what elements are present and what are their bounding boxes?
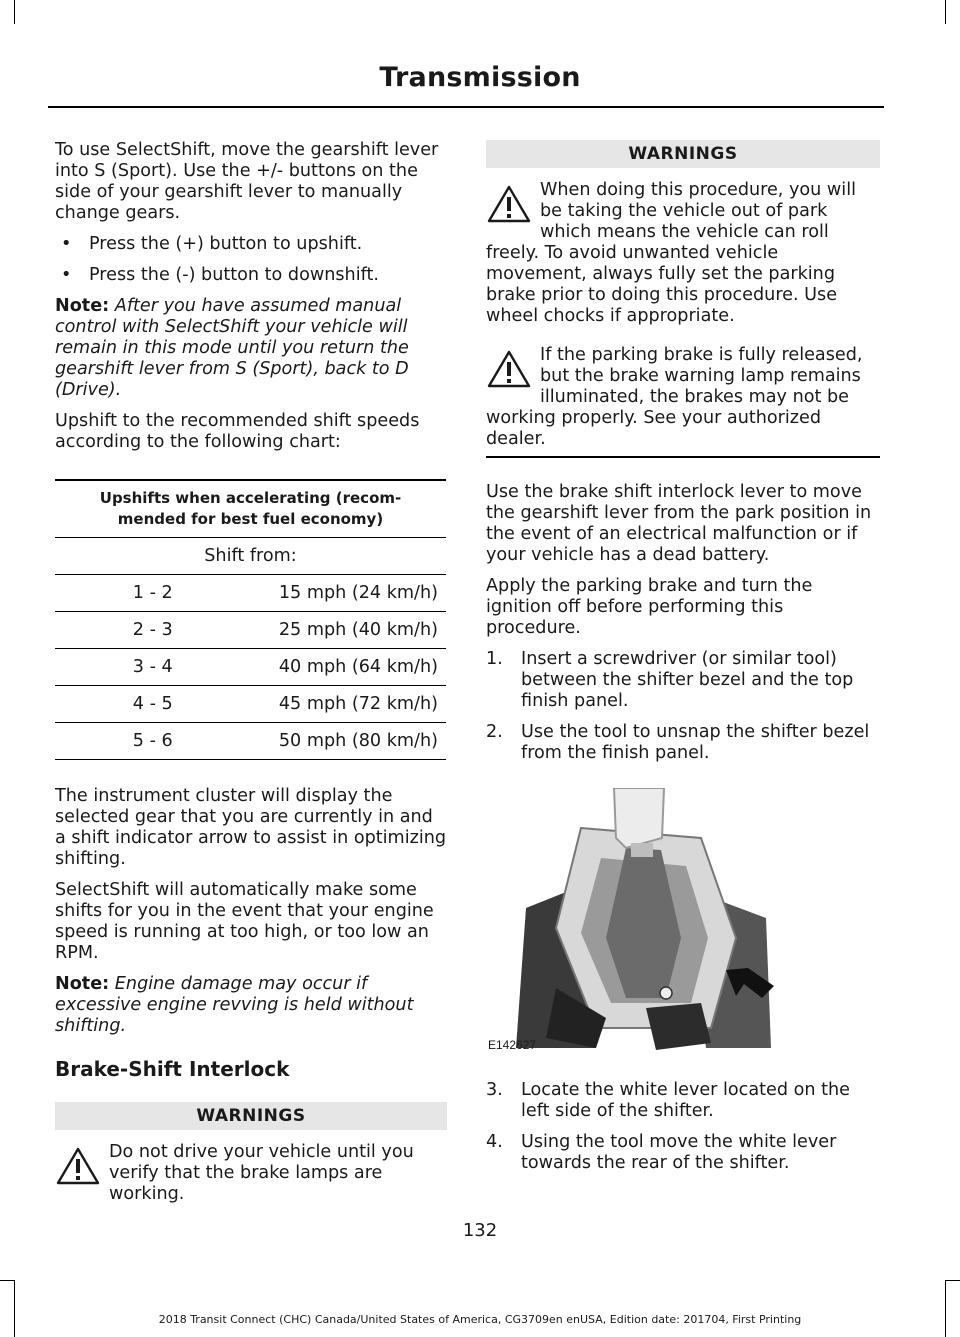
table-title: Upshifts when accelerating (recom-mended for best fuel economy) — [55, 480, 446, 538]
warnings-box — [486, 140, 880, 458]
step-text: Use the tool to unsnap the shifter bezel from the finish panel. — [521, 722, 870, 763]
note-selectshift — [55, 296, 447, 401]
warning-triangle-icon — [55, 1146, 101, 1186]
speed-cell: 50 mph (80 km/h) — [251, 723, 447, 760]
warning-triangle-icon — [486, 184, 532, 224]
crop-mark — [0, 1280, 14, 1281]
note-engine — [55, 974, 447, 1037]
step-number: 1. — [486, 649, 503, 669]
warning-item — [486, 180, 880, 327]
gear-cell: 1 - 2 — [55, 575, 251, 612]
speed-cell: 25 mph (40 km/h) — [251, 612, 447, 649]
page-number: 132 — [462, 1220, 498, 1241]
auto-shift-paragraph: SelectShift will automatically make some shifts for you in the event that your engine speed is running at too high, or too low an RPM. — [55, 880, 434, 963]
figure-code: E142627 — [488, 1038, 537, 1052]
warning-text: When doing this procedure, you will be taking the vehicle out of park which means the vehicle can roll freely. To avoid unwanted vehicle movement, always fully set the parking brake prior to doing this procedure. Use wheel chocks if appropriate. — [486, 180, 856, 326]
table-row — [55, 575, 446, 612]
gear-cell: 2 - 3 — [55, 612, 251, 649]
left-column — [55, 140, 447, 1221]
bullet-item: • Press the (+) button to upshift. — [55, 234, 447, 255]
gear-cell: 3 - 4 — [55, 649, 251, 686]
step-text: Using the tool move the white lever towards the rear of the shifter. — [521, 1132, 837, 1173]
gear-cell: 4 - 5 — [55, 686, 251, 723]
note-label: Note: — [55, 296, 110, 316]
warning-text: Do not drive your vehicle until you verify that the brake lamps are working. — [109, 1142, 414, 1204]
crop-mark — [945, 0, 946, 24]
step-number: 2. — [486, 722, 503, 742]
right-column — [486, 140, 880, 1184]
step-item — [486, 722, 880, 764]
speed-cell: 45 mph (72 km/h) — [251, 686, 447, 723]
warnings-box — [55, 1102, 447, 1205]
step-text: Insert a screwdriver (or similar tool) between the shifter bezel and the top finish panel. — [521, 649, 854, 711]
step-number: 4. — [486, 1132, 503, 1152]
warning-triangle-icon — [486, 349, 532, 389]
speed-cell: 40 mph (64 km/h) — [251, 649, 447, 686]
table-row — [55, 649, 446, 686]
interlock-paragraph: Use the brake shift interlock lever to move the gearshift lever from the park position in the event of an electrical malfunction or if your vehicle has a dead battery. — [486, 482, 872, 565]
gear-cell: 5 - 6 — [55, 723, 251, 760]
crop-mark — [14, 0, 15, 24]
crop-mark — [946, 1280, 960, 1281]
step-number: 3. — [486, 1080, 503, 1100]
step-item — [486, 649, 880, 712]
page-title: Transmission — [379, 62, 581, 93]
note-label: Note: — [55, 974, 110, 994]
footer-text: 2018 Transit Connect (CHC) Canada/United States of America, CG3709en enUSA, Edition date: 201704, First Printing — [158, 1313, 802, 1326]
table-row — [55, 612, 446, 649]
steps-list — [486, 1080, 880, 1174]
intro-paragraph: To use SelectShift, move the gearshift lever into S (Sport). Use the +/- buttons on the side of your gearshift lever to manually change gears. — [55, 140, 439, 223]
warning-text: If the parking brake is fully released, but the brake warning lamp remains illuminated, the brakes may not be working properly. See your authorized dealer. — [486, 345, 863, 449]
parking-brake-paragraph: Apply the parking brake and turn the ignition off before performing this procedure. — [486, 576, 813, 638]
warnings-header: WARNINGS — [55, 1102, 447, 1130]
warning-item — [55, 1142, 447, 1205]
header-divider — [48, 106, 884, 108]
table-subheader: Shift from: — [55, 538, 446, 575]
note-text: After you have assumed manual control with SelectShift your vehicle will remain in this mode until you return the gearshift lever from S (Sport), back to D (Drive). — [55, 296, 409, 400]
bullet-list — [55, 234, 447, 286]
warnings-header: WARNINGS — [486, 140, 880, 168]
warnings-end-divider — [486, 456, 880, 458]
table-row — [55, 686, 446, 723]
crop-mark — [14, 1280, 15, 1337]
crop-mark — [945, 1280, 946, 1337]
speed-cell: 15 mph (24 km/h) — [251, 575, 447, 612]
steps-list — [486, 649, 880, 764]
warning-item — [486, 339, 880, 450]
step-item — [486, 1080, 880, 1122]
shifter-illustration — [486, 788, 786, 1058]
shifter-figure — [486, 788, 786, 1058]
upshift-intro: Upshift to the recommended shift speeds according to the following chart: — [55, 411, 420, 452]
upshift-table — [55, 479, 446, 760]
bullet-item: • Press the (-) button to downshift. — [55, 265, 447, 286]
cluster-paragraph: The instrument cluster will display the selected gear that you are currently in and a shift indicator arrow to assist in optimizing shifting. — [55, 786, 447, 869]
section-heading: Brake-Shift Interlock — [55, 1057, 290, 1081]
step-item — [486, 1132, 880, 1174]
note-text: Engine damage may occur if excessive engine revving is held without shifting. — [55, 974, 414, 1036]
table-row — [55, 723, 446, 760]
step-text: Locate the white lever located on the left side of the shifter. — [521, 1080, 850, 1121]
